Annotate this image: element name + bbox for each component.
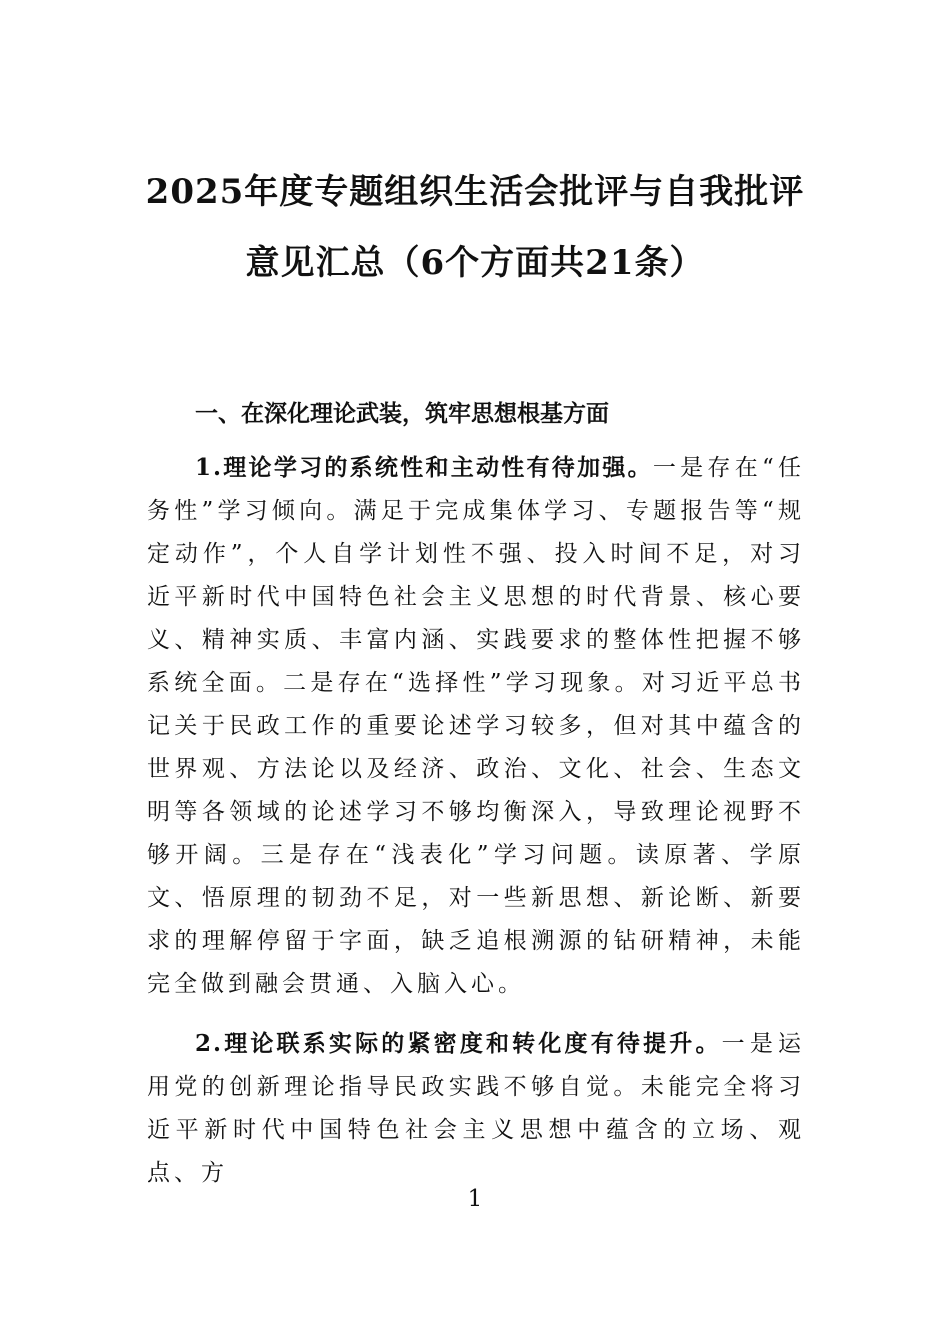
paragraph-1 (147, 446, 805, 1006)
document-title-line-1: 2025年度专题组织生活会批评与自我批评 (145, 172, 805, 212)
paragraph-2-lead: 2.理论联系实际的紧密度和转化度有待提升。 (195, 1030, 722, 1057)
paragraph-1-body: 一是存在“任务性”学习倾向。满足于完成集体学习、专题报告等“规定动作”，个人自学计划性不强、投入时间不足，对习近平新时代中国特色社会主义思想的时代背景、核心要义、精神实质、丰富内涵、实践要求的整体性把握不够系统全面。二是存在“选择性”学习现象。对习近平总书记关于民政工作的重要论述学习较多，但对其中蕴含的世界观、方法论以及经济、政治、文化、社会、生态文明等各领域的论述学习不够均衡深入，导致理论视野不够开阔。三是存在“浅表化”学习问题。读原著、学原文、悟原理的韧劲不足，对一些新思想、新论断、新要求的理解停留于字面，缺乏追根溯源的钻研精神，未能完全做到融会贯通、入脑入心。 (147, 455, 806, 997)
paragraph-2-body: 一是运用党的创新理论指导民政实践不够自觉。未能完全将习近平新时代中国特色社会主义思想中蕴含的立场、观点、方 (147, 1031, 806, 1186)
section-heading: 一、在深化理论武装，筑牢思想根基方面 (195, 401, 609, 427)
document-title-line-2: 意见汇总（6个方面共21条） (245, 243, 705, 283)
paragraph-1-lead: 1.理论学习的系统性和主动性有待加强。 (195, 454, 653, 481)
paragraph-2 (147, 1022, 805, 1195)
page-number: 1 (467, 1186, 483, 1212)
